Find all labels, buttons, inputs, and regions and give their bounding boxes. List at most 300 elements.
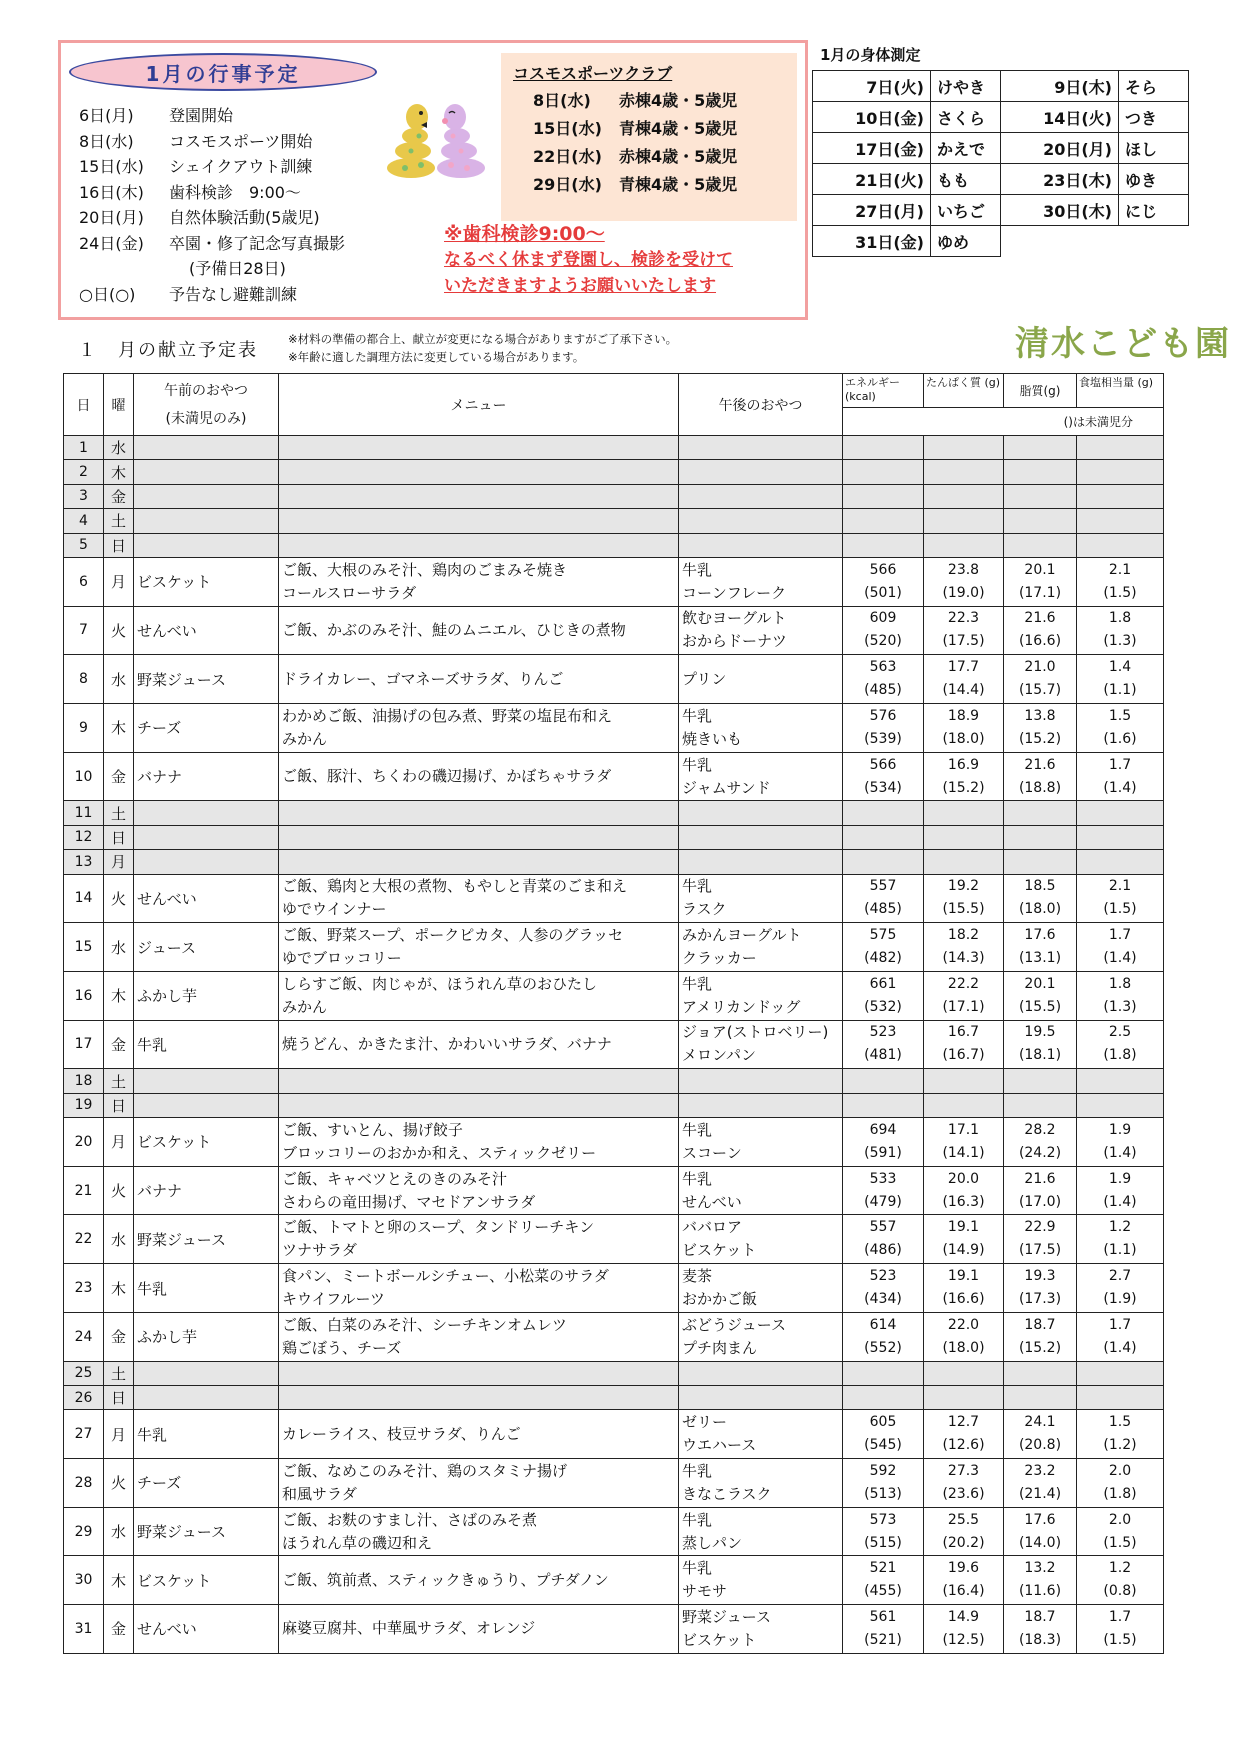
event-date: 6日(月) [79, 106, 134, 125]
energy-cell-line: (481) [864, 1047, 902, 1064]
event-row [79, 129, 345, 155]
weekday-cell: 日 [104, 825, 134, 849]
energy-cell-line: (521) [864, 1631, 902, 1648]
sports-desc: 赤棟4歳・5歳児 [619, 91, 738, 110]
menu-cell-line: ご飯、大根のみそ汁、鶏肉のごまみそ焼き [282, 560, 568, 579]
fat-cell [1004, 1020, 1077, 1069]
measurement-class: いちご [931, 195, 1001, 226]
pm-snack-cell-line: 牛乳 [682, 1559, 713, 1578]
energy-cell [843, 1020, 924, 1069]
protein-cell [924, 460, 1004, 484]
day-cell: 25 [64, 1361, 104, 1385]
weekday-cell: 月 [104, 850, 134, 874]
protein-cell-line: 12.7 [947, 1414, 980, 1431]
snakes-illustration [381, 73, 491, 183]
weekday-cell: 土 [104, 801, 134, 825]
day-cell: 31 [64, 1605, 104, 1654]
salt-cell [1077, 1093, 1164, 1117]
fat-cell-line: 21.6 [1024, 610, 1056, 627]
protein-cell [924, 825, 1004, 849]
protein-cell-line: (23.6) [942, 1485, 985, 1502]
protein-cell-line: (18.0) [942, 1339, 985, 1356]
am-snack-cell [134, 1069, 279, 1093]
header-am-snack [134, 374, 279, 436]
am-snack-cell [134, 436, 279, 460]
measurement-date: 7日(火) [813, 71, 931, 102]
day-cell: 10 [64, 752, 104, 801]
sports-desc: 赤棟4歳・5歳児 [619, 147, 738, 166]
fat-cell [1004, 1093, 1077, 1117]
energy-cell [843, 704, 924, 753]
fat-cell-line: (17.3) [1018, 1291, 1062, 1307]
pm-snack-cell [679, 1020, 843, 1069]
salt-cell [1077, 460, 1164, 484]
am-snack-cell [134, 1093, 279, 1117]
day-cell: 15 [64, 923, 104, 972]
table-row [64, 801, 1164, 825]
event-date: 16日(木) [79, 182, 144, 202]
salt-cell [1077, 923, 1164, 972]
fat-cell-line: 23.2 [1024, 1462, 1056, 1479]
salt-cell-line: 2.0 [1108, 1511, 1132, 1528]
protein-cell-line: (15.5) [942, 901, 985, 918]
energy-cell-line: (532) [864, 998, 902, 1015]
menu-cell-line: ご飯、なめこのみそ汁、鶏のスタミナ揚げ [282, 1461, 568, 1480]
menu-cell-line: みかん [282, 729, 328, 748]
sports-desc: 青棟4歳・5歳児 [619, 175, 738, 194]
measurement-row [813, 195, 1189, 226]
menu-cell [279, 606, 679, 655]
energy-cell-line: (520) [864, 633, 902, 650]
day-cell: 27 [64, 1410, 104, 1459]
table-row [64, 825, 1164, 849]
salt-cell-line: 1.8 [1108, 610, 1132, 627]
measurement-date: 9日(木) [1001, 71, 1119, 102]
pm-snack-cell-line: プチ肉まん [682, 1338, 758, 1357]
fat-cell [1004, 1069, 1077, 1093]
fat-cell [1004, 509, 1077, 533]
measurement-title: 1月の身体測定 [820, 46, 921, 64]
protein-cell [924, 874, 1004, 923]
header-am-sub: (未満児のみ) [165, 410, 247, 427]
pm-snack-cell-line: サモサ [682, 1582, 728, 1601]
menu-cell [279, 655, 679, 704]
protein-cell [924, 509, 1004, 533]
protein-cell-line: (18.0) [942, 730, 985, 747]
pm-snack-cell-line: ジャムサンド [682, 778, 771, 797]
am-snack-cell: 牛乳 [134, 1020, 279, 1069]
table-row [64, 850, 1164, 874]
salt-cell-line: 1.2 [1108, 1219, 1132, 1236]
table-row [64, 971, 1164, 1020]
pm-snack-cell [679, 1605, 843, 1654]
table-row [64, 1507, 1164, 1556]
energy-cell [843, 850, 924, 874]
fat-cell-line: 19.3 [1024, 1268, 1056, 1284]
energy-cell [843, 1118, 924, 1167]
protein-cell [924, 850, 1004, 874]
menu-cell-line: ツナサラダ [282, 1241, 357, 1260]
menu-cell-line: ご飯、豚汁、ちくわの磯辺揚げ、かぼちゃサラダ [282, 767, 612, 786]
day-cell: 22 [64, 1215, 104, 1264]
weekday-cell: 金 [104, 1020, 134, 1069]
menu-cell-line: わかめご飯、油揚げの包み煮、野菜の塩昆布和え [282, 706, 613, 725]
salt-cell-line: 2.1 [1108, 561, 1132, 578]
menu-cell [279, 874, 679, 923]
menu-cell [279, 1459, 679, 1508]
table-row [64, 1118, 1164, 1167]
weekday-cell: 金 [104, 1312, 134, 1361]
day-cell: 24 [64, 1312, 104, 1361]
am-snack-cell: ふかし芋 [134, 971, 279, 1020]
menu-cell [279, 557, 679, 606]
fat-cell-line: 20.1 [1024, 975, 1056, 992]
event-name: 予告なし避難訓練 [169, 284, 298, 304]
energy-cell-line: (501) [864, 584, 902, 601]
salt-cell-line: 2.7 [1108, 1268, 1132, 1284]
pm-snack-cell [679, 971, 843, 1020]
fat-cell [1004, 1312, 1077, 1361]
measurement-date: 14日(火) [1001, 102, 1119, 133]
protein-cell [924, 484, 1004, 508]
pm-snack-cell-line: おからドーナツ [682, 632, 787, 651]
salt-cell [1077, 1215, 1164, 1264]
fat-cell [1004, 533, 1077, 557]
am-snack-cell [134, 1361, 279, 1385]
menu-cell [279, 436, 679, 460]
event-name: シェイクアウト訓練 [169, 157, 313, 176]
pm-snack-cell-line: プリン [682, 669, 727, 688]
fat-cell-line: 19.5 [1024, 1024, 1056, 1041]
fat-cell-line: 17.6 [1024, 1511, 1056, 1528]
am-snack-cell: ビスケット [134, 557, 279, 606]
day-cell: 1 [64, 436, 104, 460]
energy-cell-line: 566 [869, 756, 897, 773]
fat-cell [1004, 655, 1077, 704]
protein-cell-line: 25.5 [947, 1511, 980, 1528]
energy-cell-line: 557 [869, 1219, 897, 1236]
energy-cell-line: 523 [869, 1024, 897, 1041]
table-row [64, 1069, 1164, 1093]
day-cell: 14 [64, 874, 104, 923]
dental-note [444, 221, 804, 299]
protein-cell-line: (14.3) [942, 950, 985, 967]
salt-cell-line: (1.6) [1103, 730, 1137, 747]
energy-cell [843, 557, 924, 606]
table-row [64, 1166, 1164, 1215]
salt-cell [1077, 825, 1164, 849]
salt-cell-line: 1.7 [1108, 1316, 1132, 1333]
fat-cell [1004, 1385, 1077, 1409]
weekday-cell: 金 [104, 484, 134, 508]
measurement-class: ゆめ [931, 226, 1001, 257]
fat-cell-line: 13.2 [1024, 1560, 1056, 1577]
fat-cell-line: 17.6 [1024, 927, 1056, 944]
weekday-cell: 火 [104, 606, 134, 655]
protein-cell-line: (14.4) [942, 682, 985, 699]
weekday-cell: 日 [104, 1385, 134, 1409]
energy-cell-line: (434) [864, 1291, 902, 1307]
table-row [64, 923, 1164, 972]
measurement-class: そら [1119, 71, 1189, 102]
energy-cell [843, 1556, 924, 1605]
table-row [64, 1410, 1164, 1459]
pm-snack-cell [679, 509, 843, 533]
table-row [64, 460, 1164, 484]
energy-cell-line: (515) [864, 1534, 902, 1551]
salt-cell [1077, 752, 1164, 801]
pm-snack-cell [679, 1459, 843, 1508]
day-cell: 8 [64, 655, 104, 704]
fat-cell [1004, 1410, 1077, 1459]
table-row [64, 1020, 1164, 1069]
school-logo: 清水こども園 [1015, 324, 1231, 364]
salt-cell-line: (1.8) [1103, 1047, 1137, 1064]
pm-snack-cell-line: ビスケット [682, 1241, 757, 1260]
salt-cell-line: 2.0 [1108, 1462, 1132, 1479]
energy-cell [843, 1361, 924, 1385]
header-pm-snack: 午後のおやつ [679, 374, 843, 436]
event-name: コスモスポーツ開始 [169, 131, 313, 151]
pm-snack-cell-line: せんべい [682, 1192, 742, 1211]
salt-cell-line: (1.8) [1103, 1485, 1137, 1502]
event-row [79, 231, 345, 257]
fat-cell [1004, 436, 1077, 460]
table-row [64, 1361, 1164, 1385]
am-snack-cell: せんべい [134, 874, 279, 923]
day-cell: 29 [64, 1507, 104, 1556]
salt-cell-line: 1.7 [1108, 756, 1132, 773]
events-box [58, 40, 808, 320]
pm-snack-cell-line: スコーン [682, 1143, 742, 1162]
pm-snack-cell [679, 1361, 843, 1385]
menu-cell [279, 1069, 679, 1093]
pm-snack-cell [679, 1312, 843, 1361]
fat-cell [1004, 557, 1077, 606]
pm-snack-cell-line: 蒸しパン [682, 1533, 743, 1552]
menu-cell [279, 1361, 679, 1385]
measurement-class: ほし [1119, 133, 1189, 164]
pm-snack-cell-line: 牛乳 [682, 1461, 713, 1480]
energy-cell-line: (513) [864, 1485, 902, 1502]
salt-cell [1077, 484, 1164, 508]
protein-cell-line: (16.4) [942, 1583, 985, 1600]
am-snack-cell: ビスケット [134, 1118, 279, 1167]
pm-snack-cell-line: 牛乳 [682, 974, 713, 993]
measurement-row [813, 133, 1189, 164]
protein-cell-line: (14.1) [942, 1144, 985, 1161]
protein-cell [924, 1166, 1004, 1215]
pm-snack-cell [679, 1507, 843, 1556]
pm-snack-cell [679, 557, 843, 606]
protein-cell-line: (12.5) [942, 1631, 985, 1648]
energy-cell [843, 1215, 924, 1264]
protein-cell-line: 20.0 [947, 1170, 980, 1187]
weekday-cell: 水 [104, 923, 134, 972]
header-salt: 食塩相当量 (g) [1077, 374, 1164, 408]
weekday-cell: 木 [104, 704, 134, 753]
am-snack-cell: ふかし芋 [134, 1312, 279, 1361]
menu-note: ※年齢に適した調理方法に変更している場合があります。 [288, 350, 585, 364]
am-snack-cell: 牛乳 [134, 1410, 279, 1459]
am-snack-cell [134, 533, 279, 557]
energy-cell [843, 1385, 924, 1409]
salt-cell-line: (1.4) [1103, 950, 1137, 967]
menu-cell-line: ご飯、筑前煮、スティックきゅうり、プチダノン [282, 1570, 609, 1589]
measurement-date: 27日(月) [813, 195, 931, 226]
day-cell: 3 [64, 484, 104, 508]
event-row [79, 205, 345, 231]
salt-cell [1077, 509, 1164, 533]
sports-club-row [513, 143, 797, 171]
protein-cell [924, 1507, 1004, 1556]
sports-club-row [513, 115, 797, 143]
dental-note-line: いただきますようお願いいたします [444, 276, 716, 296]
table-row [64, 436, 1164, 460]
menu-cell [279, 704, 679, 753]
header-dow: 曜 [104, 374, 134, 436]
am-snack-cell: 牛乳 [134, 1264, 279, 1313]
protein-cell-line: 16.9 [947, 756, 980, 773]
am-snack-cell: 野菜ジュース [134, 1215, 279, 1264]
day-cell: 4 [64, 509, 104, 533]
sports-club-box [501, 53, 797, 221]
menu-cell [279, 460, 679, 484]
pm-snack-cell [679, 850, 843, 874]
event-row [79, 103, 345, 129]
salt-cell [1077, 1118, 1164, 1167]
menu-notes [288, 330, 677, 366]
protein-cell [924, 923, 1004, 972]
sports-club-row [513, 87, 797, 115]
day-cell: 18 [64, 1069, 104, 1093]
salt-cell [1077, 606, 1164, 655]
protein-cell [924, 971, 1004, 1020]
measurement-date: 30日(木) [1001, 195, 1119, 226]
salt-cell [1077, 1069, 1164, 1093]
am-snack-cell [134, 484, 279, 508]
weekday-cell: 金 [104, 1605, 134, 1654]
fat-cell-line: (24.2) [1018, 1144, 1062, 1161]
fat-cell-line: (13.1) [1018, 950, 1062, 967]
energy-cell-line: (591) [864, 1144, 902, 1161]
fat-cell-line: (16.6) [1018, 633, 1062, 650]
menu-cell [279, 1166, 679, 1215]
energy-cell-line: 575 [869, 927, 897, 944]
fat-cell [1004, 704, 1077, 753]
event-date: 15日(水) [79, 157, 144, 176]
protein-cell-line: 19.6 [947, 1560, 980, 1577]
measurement-class: かえで [931, 133, 1001, 164]
measurement-date: 31日(金) [813, 226, 931, 257]
event-date: ○日(○) [79, 284, 136, 304]
sports-club-title: コスモスポーツクラブ [513, 64, 673, 83]
day-cell: 9 [64, 704, 104, 753]
protein-cell-line: 22.2 [947, 975, 980, 992]
fat-cell-line: 18.7 [1024, 1608, 1056, 1625]
pm-snack-cell [679, 1385, 843, 1409]
day-cell: 26 [64, 1385, 104, 1409]
protein-cell-line: (15.2) [942, 779, 985, 796]
measurement-class: けやき [931, 71, 1001, 102]
am-snack-cell: せんべい [134, 1605, 279, 1654]
day-cell: 6 [64, 557, 104, 606]
protein-cell-line: 19.1 [947, 1268, 980, 1284]
pm-snack-cell [679, 874, 843, 923]
fat-cell-line: (14.0) [1018, 1534, 1062, 1551]
menu-cell-line: ご飯、鶏肉と大根の煮物、もやしと青菜のごま和え [282, 877, 628, 896]
protein-cell-line: 23.8 [947, 561, 980, 578]
salt-cell [1077, 1507, 1164, 1556]
salt-cell-line: 1.4 [1108, 659, 1132, 676]
day-cell: 21 [64, 1166, 104, 1215]
measurement-date: 17日(金) [813, 133, 931, 164]
protein-cell-line: (19.0) [942, 584, 985, 601]
events-title: 1月の行事予定 [69, 53, 377, 91]
am-snack-cell: 野菜ジュース [134, 655, 279, 704]
protein-cell-line: 22.3 [947, 610, 980, 627]
salt-cell [1077, 655, 1164, 704]
pm-snack-cell-line: おかかご飯 [682, 1290, 758, 1308]
menu-cell [279, 1605, 679, 1654]
protein-cell [924, 752, 1004, 801]
pm-snack-cell [679, 1556, 843, 1605]
am-snack-cell: チーズ [134, 1459, 279, 1508]
protein-cell-line: 22.0 [947, 1316, 980, 1333]
energy-cell-line: 563 [869, 659, 897, 676]
fat-cell-line: 22.9 [1024, 1219, 1056, 1236]
menu-cell [279, 825, 679, 849]
fat-cell-line: (11.6) [1018, 1583, 1062, 1600]
header-am-label: 午前のおやつ [164, 382, 248, 399]
protein-cell [924, 655, 1004, 704]
pm-snack-cell-line: ジョア(ストロベリー) [682, 1023, 829, 1042]
measurement-date: 21日(火) [813, 164, 931, 195]
salt-cell [1077, 850, 1164, 874]
pm-snack-cell-line: ゼリー [682, 1413, 728, 1432]
sports-club-row [513, 171, 797, 199]
menu-cell-line: ゆでウインナー [282, 900, 387, 919]
energy-cell-line: 661 [869, 975, 897, 992]
weekday-cell: 金 [104, 752, 134, 801]
purple-snake-icon [437, 104, 485, 178]
fat-cell-line: (20.8) [1018, 1437, 1062, 1454]
salt-cell-line: 1.5 [1108, 1414, 1132, 1431]
energy-cell [843, 1507, 924, 1556]
salt-cell [1077, 1264, 1164, 1313]
salt-cell-line: (1.3) [1103, 998, 1137, 1015]
menu-cell [279, 1556, 679, 1605]
menu-cell-line: 食パン、ミートボールシチュー、小松菜のサラダ [282, 1267, 609, 1285]
am-snack-cell [134, 1385, 279, 1409]
menu-cell [279, 801, 679, 825]
energy-cell [843, 436, 924, 460]
salt-cell [1077, 533, 1164, 557]
pm-snack-cell [679, 460, 843, 484]
menu-cell-line: ほうれん草の磯辺和え [282, 1533, 433, 1552]
fat-cell [1004, 923, 1077, 972]
salt-cell [1077, 971, 1164, 1020]
energy-cell-line: (485) [864, 682, 902, 699]
table-row [64, 606, 1164, 655]
energy-cell-line: (552) [864, 1339, 902, 1356]
events-list [79, 103, 345, 307]
event-date: 24日(金) [79, 233, 144, 253]
energy-cell [843, 801, 924, 825]
menu-cell [279, 1410, 679, 1459]
table-row [64, 1264, 1164, 1313]
energy-cell [843, 1069, 924, 1093]
